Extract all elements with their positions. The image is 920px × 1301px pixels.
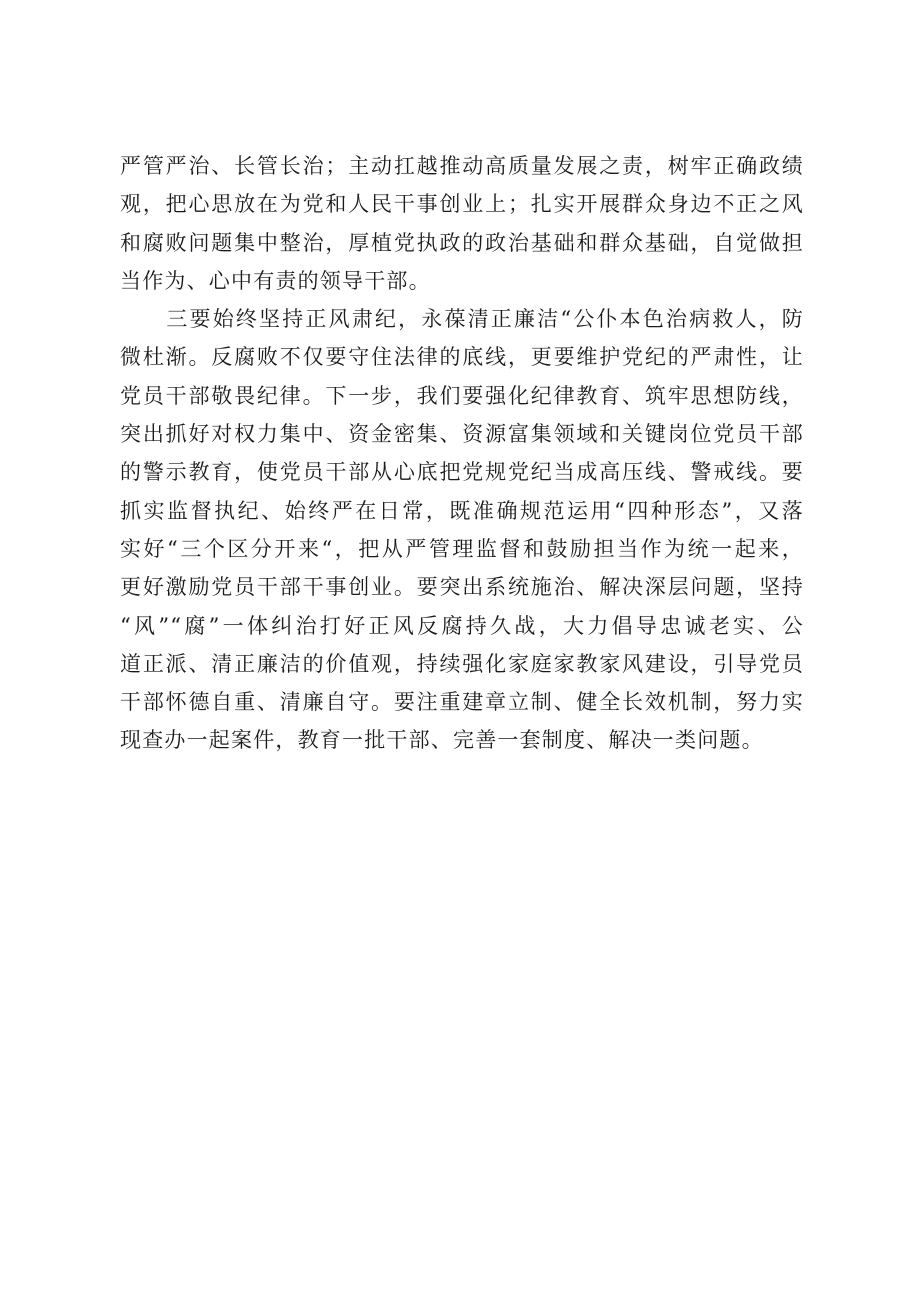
text-line: 党员干部敬畏纪律。下一步，我们要强化纪律教育、筑牢思想防线， [120,383,804,408]
text-line: 现查办一起案件，教育一批干部、完善一套制度、解决一类问题。 [120,728,764,753]
text-line: 严管严治、长管长治；主动扛越推动高质量发展之责，树牢正确政绩 [120,154,804,178]
text-line: 观，把心思放在为党和人民干事创业上；扎实开展群众身边不正之风 [120,192,804,217]
text-line: 干部怀德自重、清廉自守。要注重建章立制、健全长效机制，努力实 [120,690,804,715]
text-line: “风”“腐”一体纠治打好正风反腐持久战，大力倡导忠诚老实、公 [120,613,804,638]
text-line: 微杜渐。反腐败不仅要守住法律的底线，更要维护党纪的严肃性，让 [120,345,804,370]
text-line: 更好激励党员干部干事创业。要突出系统施治、解决深层问题，坚持 [120,575,804,600]
text-line: 三要始终坚持正风肃纪，永葆清正廉洁“公仆本色治病救人，防 [120,307,804,332]
paragraph-1 [120,147,804,300]
body-text [120,147,804,760]
text-line: 实好“三个区分开来“，把从严管理监督和鼓励担当作为统一起来， [120,536,804,561]
text-line: 的警示教育，使党员干部从心底把党规党纪当成高压线、警戒线。要 [120,460,804,485]
text-line: 和腐败问题集中整治，厚植党执政的政治基础和群众基础，自觉做担 [120,230,804,255]
text-line: 当作为、心中有责的领导干部。 [120,268,431,293]
text-line: 抓实监督执纪、始终严在日常，既准确规范运用“四种形态”，又落 [120,498,804,523]
text-line: 突出抓好对权力集中、资金密集、资源富集领域和关键岗位党员干部 [120,422,804,447]
text-line: 道正派、清正廉洁的价值观，持续强化家庭家教家风建设，引导党员 [120,651,804,676]
paragraph-2 [120,300,804,760]
